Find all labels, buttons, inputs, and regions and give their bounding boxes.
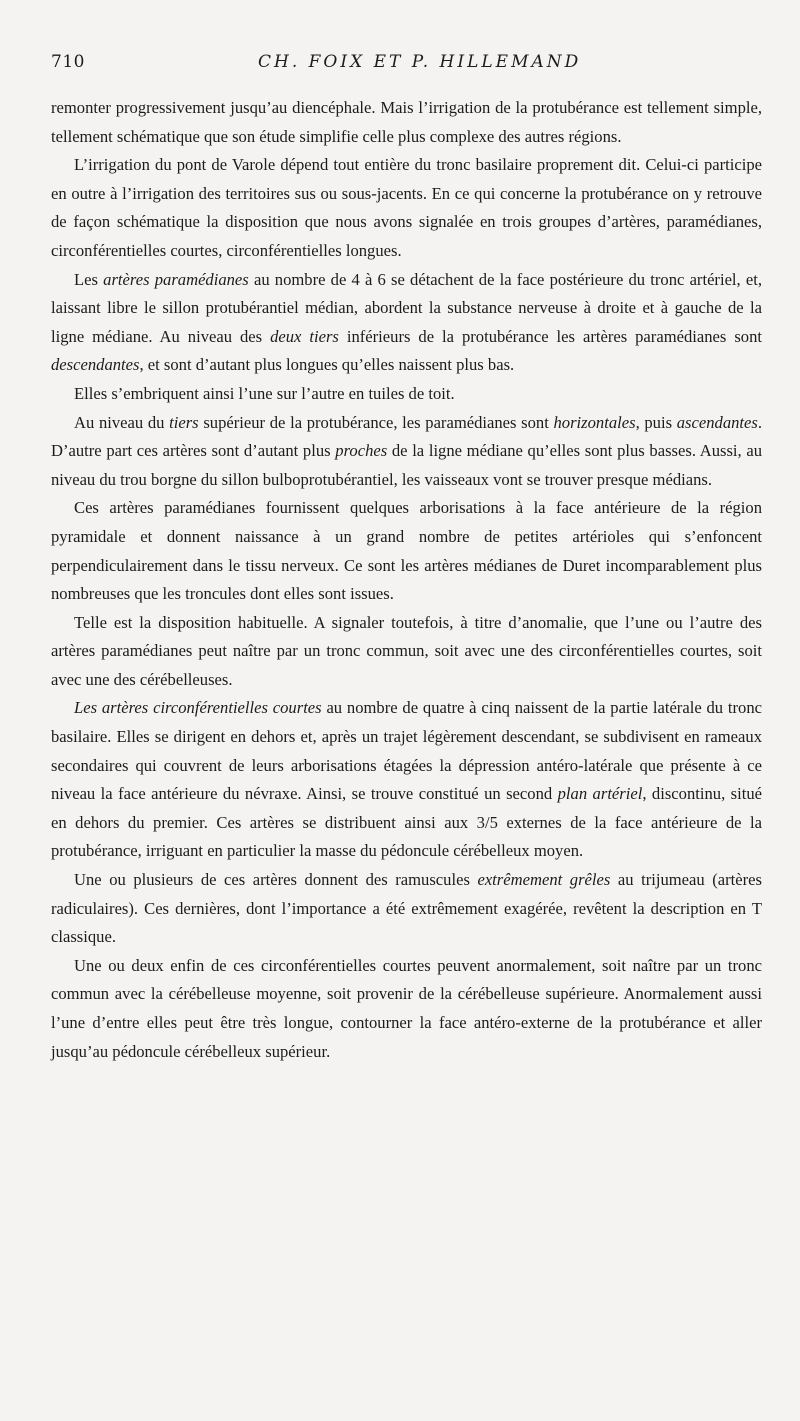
paragraph	[51, 494, 762, 608]
text-run: au nombre de quatre à cinq naissent de la partie latérale du tronc basilaire. Elles se dirigent en dehors et, après un trajet légèrement descendant, se subdivisent en rameaux secondaires qui couvrent de leurs arborisations étagées la dépression antéro-latérale que présente à ce niveau la face antérieure du névraxe. Ainsi, se trouve constitué un second	[51, 698, 762, 804]
text-run: supérieur de la protubérance, les paramédianes sont	[198, 412, 554, 432]
italic-run: plan artériel	[557, 784, 643, 804]
italic-run: horizontales	[553, 412, 636, 432]
text-run: Une ou deux enfin de ces circonférentielles courtes peuvent anormalement, soit naître par un tronc commun avec la cérébelleuse moyenne, soit provenir de la cérébelleuse supérieure. Anormalement aussi l’une d’entre elles peut être très longue, contourner la face antéro-externe de la protubérance et aller jusqu’au pédoncule cérébelleux supérieur.	[51, 955, 762, 1061]
text-run: Ces artères paramédianes fournissent quelques arborisations à la face antérieure de la région pyramidale et donnent naissance à un grand nombre de petites artérioles qui s’enfoncent perpendiculairement dans le tissu nerveux. Ce sont les artères médianes de Duret incomparablement plus nombreuses que les troncules dont elles sont issues.	[51, 498, 762, 604]
page-number: 710	[51, 52, 85, 72]
italic-run: extrêmement grêles	[477, 870, 611, 890]
text-run: , puis	[635, 412, 677, 432]
text-run: . D’autre part ces artères sont d’autant plus	[51, 412, 762, 461]
page-header	[51, 52, 760, 82]
paragraph	[51, 151, 762, 265]
italic-run: ascendantes	[676, 412, 758, 432]
text-run: L’irrigation du pont de Varole dépend tout entière du tronc basilaire proprement dit. Celui-ci participe en outre à l’irrigation des territoires sus ou sous-jacents. En ce qui concerne la protubérance on y retrouve de façon schématique la disposition que nous avons signalée en trois groupes d’artères, paramédianes, circonférentielles courtes, circonférentielles longues.	[51, 155, 762, 260]
italic-run: artères paramédianes	[103, 269, 249, 289]
text-run: de la ligne médiane qu’elles sont plus basses. Aussi, au niveau du trou borgne du sillon bulboprotubérantiel, les vaisseaux vont se trouver presque médians.	[51, 441, 763, 489]
paragraph	[51, 694, 762, 866]
text-run: inférieurs de la protubérance les artères paramédianes sont	[338, 326, 762, 346]
italic-run: descendantes	[51, 355, 140, 375]
italic-run: tiers	[169, 412, 199, 432]
italic-run: proches	[335, 441, 388, 461]
text-run: Au niveau du	[74, 412, 170, 432]
text-run: Les	[74, 269, 104, 289]
body-text	[51, 94, 762, 1066]
paragraph	[51, 380, 762, 409]
paragraph	[51, 952, 762, 1066]
text-run: Telle est la disposition habituelle. A signaler toutefois, à titre d’anomalie, que l’une ou l’autre des artères paramédianes peut naître par un tronc commun, soit avec une des circonférentielles courtes, soit avec une des cérébelleuses.	[51, 612, 762, 689]
text-run: , et sont d’autant plus longues qu’elles naissent plus bas.	[139, 355, 515, 375]
text-run: Une ou plusieurs de ces artères donnent des ramuscules	[74, 870, 478, 890]
text-run: , discontinu, situé en dehors du premier. Ces artères se distribuent ainsi aux 3/5 externes de la face antérieure de la protubérance, irriguant en particulier la masse du pédoncule cérébelleux moyen.	[51, 784, 762, 861]
paragraph	[51, 94, 762, 151]
paragraph	[51, 409, 762, 495]
paragraph	[51, 266, 762, 380]
text-run: remonter progressivement jusqu’au diencéphale. Mais l’irrigation de la protubérance est tellement simple, tellement schématique que son étude simplifie celle plus complexe des autres régions.	[51, 98, 762, 146]
italic-run: deux tiers	[270, 326, 339, 346]
text-run: au nombre de 4 à 6 se détachent de la face postérieure du tronc artériel, et, laissant libre le sillon protubérantiel médian, abordent la substance nerveuse à droite et à gauche de la ligne médiane. Au niveau des	[51, 269, 763, 346]
paragraph	[51, 609, 762, 695]
italic-run: Les artères circonférentielles courtes	[74, 698, 322, 718]
text-run: Elles s’embriquent ainsi l’une sur l’autre en tuiles de toit.	[74, 383, 455, 403]
text-run: au trijumeau (artères radiculaires). Ces dernières, dont l’importance a été extrêmement exagérée, revêtent la description en T classique.	[51, 870, 763, 947]
paragraph	[51, 866, 762, 952]
running-head: CH. FOIX ET P. HILLEMAND	[258, 52, 582, 72]
